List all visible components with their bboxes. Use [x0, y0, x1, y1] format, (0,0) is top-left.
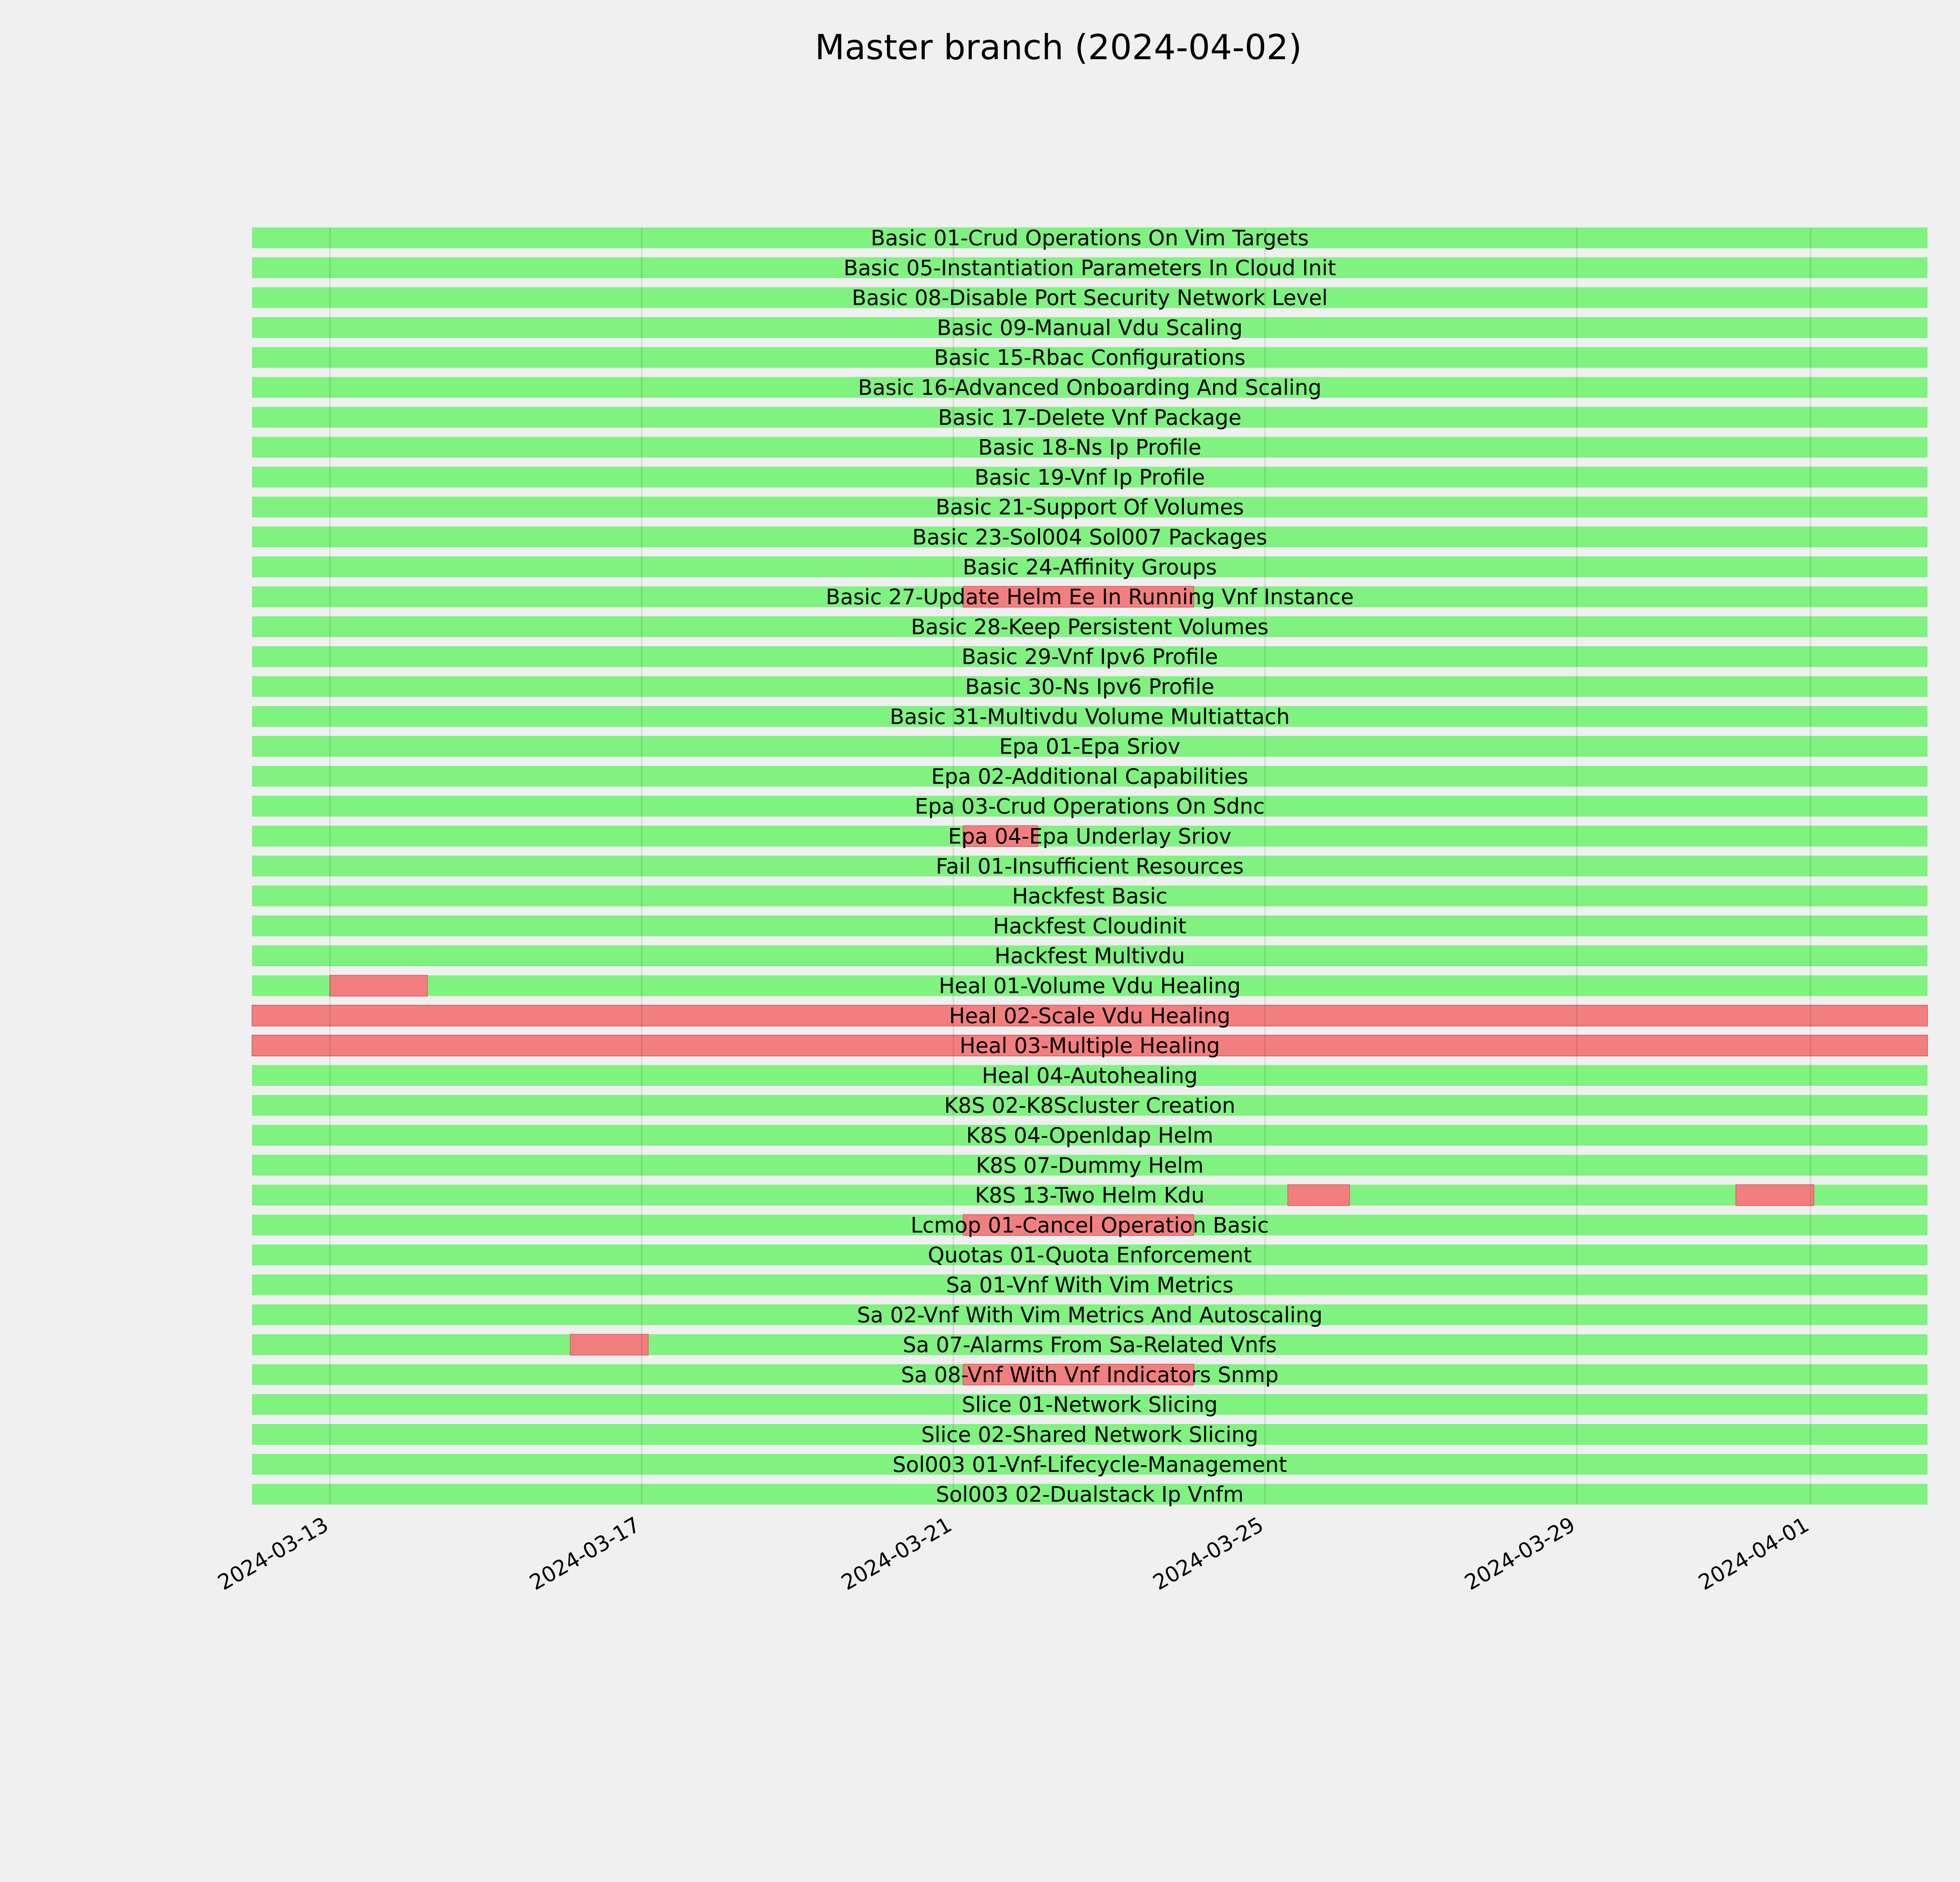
- test-label: Slice 01-Network Slicing: [962, 1392, 1218, 1417]
- test-label: Basic 16-Advanced Onboarding And Scaling: [858, 375, 1322, 400]
- test-label: Heal 04-Autohealing: [982, 1063, 1198, 1088]
- test-label: Sa 07-Alarms From Sa-Related Vnfs: [902, 1332, 1277, 1357]
- test-label: Sa 08-Vnf With Vnf Indicators Snmp: [901, 1362, 1279, 1387]
- test-label: Epa 02-Additional Capabilities: [931, 764, 1249, 789]
- test-label: Basic 01-Crud Operations On Vim Targets: [871, 225, 1309, 251]
- x-axis-ticks: [214, 1512, 1813, 1595]
- test-label: Epa 01-Epa Sriov: [999, 734, 1180, 759]
- test-label: Heal 02-Scale Vdu Healing: [949, 1003, 1230, 1028]
- test-label: Basic 27-Update Helm Ee In Running Vnf Instance: [826, 585, 1354, 610]
- test-label: Sa 01-Vnf With Vim Metrics: [946, 1273, 1234, 1297]
- test-bar-fail: [1736, 1185, 1814, 1206]
- test-label: Heal 01-Volume Vdu Healing: [938, 974, 1241, 998]
- test-label: Lcmop 01-Cancel Operation Basic: [910, 1213, 1269, 1238]
- test-label: Basic 15-Rbac Configurations: [934, 345, 1246, 370]
- test-label: Slice 02-Shared Network Slicing: [921, 1422, 1258, 1447]
- test-label: Basic 17-Delete Vnf Package: [938, 405, 1242, 430]
- test-label: Basic 29-Vnf Ipv6 Profile: [961, 644, 1218, 669]
- test-label: Basic 19-Vnf Ip Profile: [975, 465, 1205, 490]
- test-label: Basic 23-Sol004 Sol007 Packages: [912, 525, 1267, 550]
- test-label: Fail 01-Insufficient Resources: [936, 854, 1244, 879]
- test-label: K8S 02-K8Scluster Creation: [944, 1093, 1236, 1118]
- x-tick-label: 2024-03-29: [1460, 1512, 1579, 1595]
- test-label: Hackfest Basic: [1012, 884, 1168, 909]
- test-label: K8S 07-Dummy Helm: [976, 1153, 1204, 1178]
- test-bar-fail: [570, 1334, 648, 1355]
- test-bar-fail: [1288, 1185, 1349, 1206]
- test-label: Sol003 01-Vnf-Lifecycle-Management: [892, 1452, 1287, 1477]
- test-label: Basic 18-Ns Ip Profile: [978, 435, 1201, 460]
- test-label: Basic 08-Disable Port Security Network Level: [851, 285, 1328, 311]
- x-tick-label: 2024-03-21: [837, 1512, 956, 1595]
- test-label: Epa 03-Crud Operations On Sdnc: [915, 794, 1265, 819]
- test-bar-fail: [330, 976, 427, 996]
- test-label: Basic 09-Manual Vdu Scaling: [937, 315, 1243, 340]
- test-label: Hackfest Multivdu: [995, 943, 1185, 968]
- test-label: Epa 04-Epa Underlay Sriov: [948, 824, 1232, 849]
- test-label: Basic 21-Support Of Volumes: [935, 495, 1244, 520]
- test-label: Sa 02-Vnf With Vim Metrics And Autoscaling: [857, 1303, 1323, 1328]
- x-tick-label: 2024-03-13: [214, 1512, 333, 1595]
- chart-title: Master branch (2024-04-02): [815, 27, 1302, 67]
- test-label: Basic 28-Keep Persistent Volumes: [911, 614, 1269, 639]
- test-label: Basic 31-Multivdu Volume Multiattach: [889, 704, 1290, 729]
- x-tick-label: 2024-03-25: [1149, 1512, 1268, 1595]
- test-label: Quotas 01-Quota Enforcement: [927, 1243, 1252, 1268]
- test-label: Basic 24-Affinity Groups: [962, 554, 1217, 579]
- x-tick-label: 2024-04-01: [1694, 1512, 1813, 1595]
- test-label: K8S 04-Openldap Helm: [966, 1123, 1214, 1148]
- test-label: Basic 30-Ns Ipv6 Profile: [965, 674, 1214, 699]
- test-label: K8S 13-Two Helm Kdu: [975, 1183, 1205, 1208]
- x-tick-label: 2024-03-17: [525, 1512, 644, 1595]
- test-label: Heal 03-Multiple Healing: [959, 1033, 1220, 1058]
- test-label: Hackfest Cloudinit: [993, 914, 1187, 939]
- test-label: Basic 05-Instantiation Parameters In Cloud Init: [843, 255, 1336, 280]
- test-label: Sol003 02-Dualstack Ip Vnfm: [936, 1482, 1244, 1507]
